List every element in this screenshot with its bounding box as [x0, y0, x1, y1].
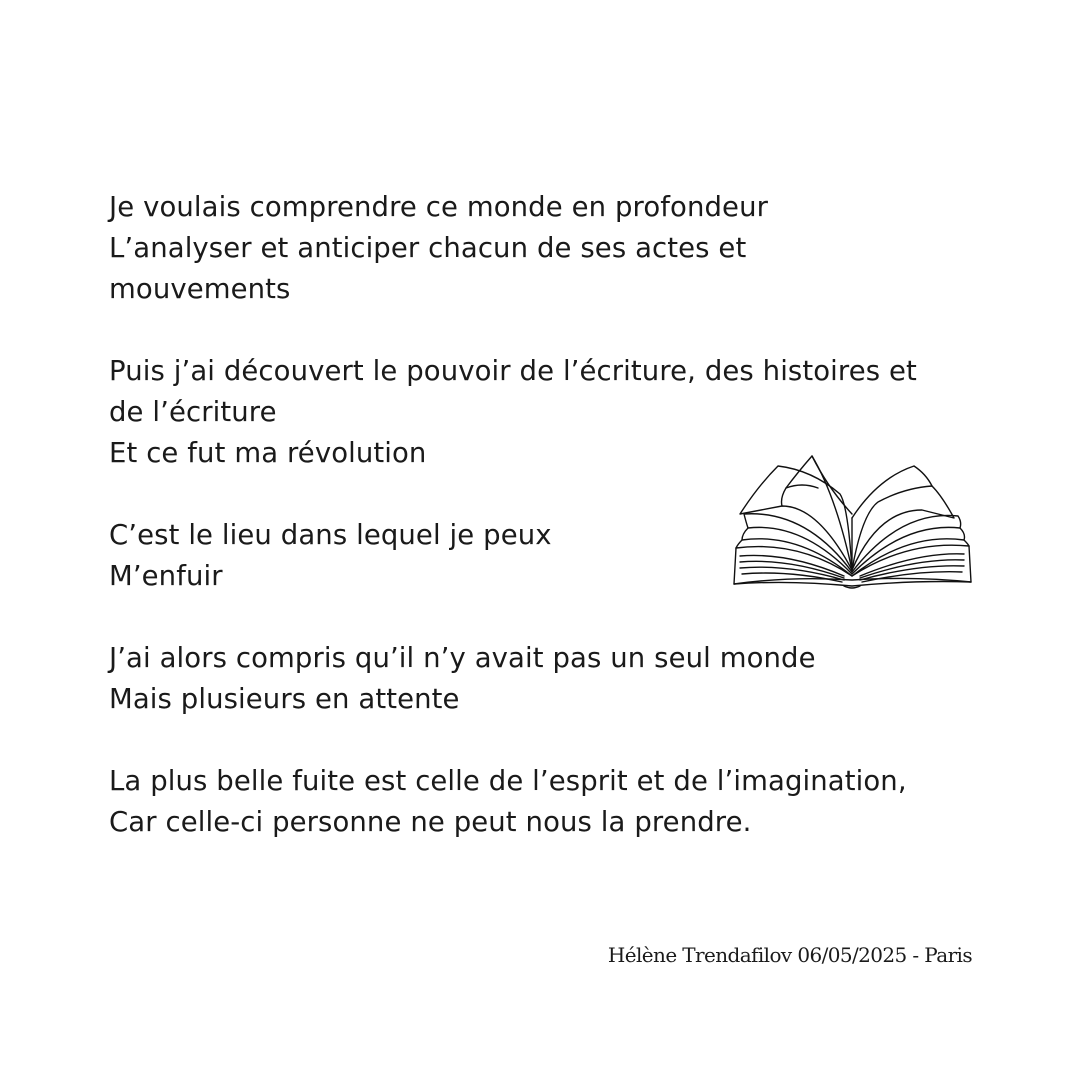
poem-line: Mais plusieurs en attente: [109, 683, 460, 715]
poem-stanza: [109, 187, 969, 310]
poem-line: M’enfuir: [109, 560, 223, 592]
poem-line: J’ai alors compris qu’il n’y avait pas un seul monde: [109, 642, 816, 674]
poem-stanza: [109, 761, 969, 843]
poem-line: L’analyser et anticiper chacun de ses actes et: [109, 232, 747, 264]
open-book-icon: [728, 448, 976, 590]
poem-line: Et ce fut ma révolution: [109, 437, 427, 469]
poem-line: mouvements: [109, 273, 291, 305]
poem-line: La plus belle fuite est celle de l’esprit et de l’imagination,: [109, 765, 907, 797]
poem-line: Puis j’ai découvert le pouvoir de l’écriture, des histoires et: [109, 355, 917, 387]
poem-line: C’est le lieu dans lequel je peux: [109, 519, 552, 551]
poem-line: Je voulais comprendre ce monde en profondeur: [109, 191, 769, 223]
poem-stanza: [109, 638, 969, 720]
signature: Hélène Trendafilov 06/05/2025 - Paris: [607, 943, 972, 967]
poem-line: Car celle-ci personne ne peut nous la prendre.: [109, 806, 752, 838]
poem-line: de l’écriture: [109, 396, 277, 428]
